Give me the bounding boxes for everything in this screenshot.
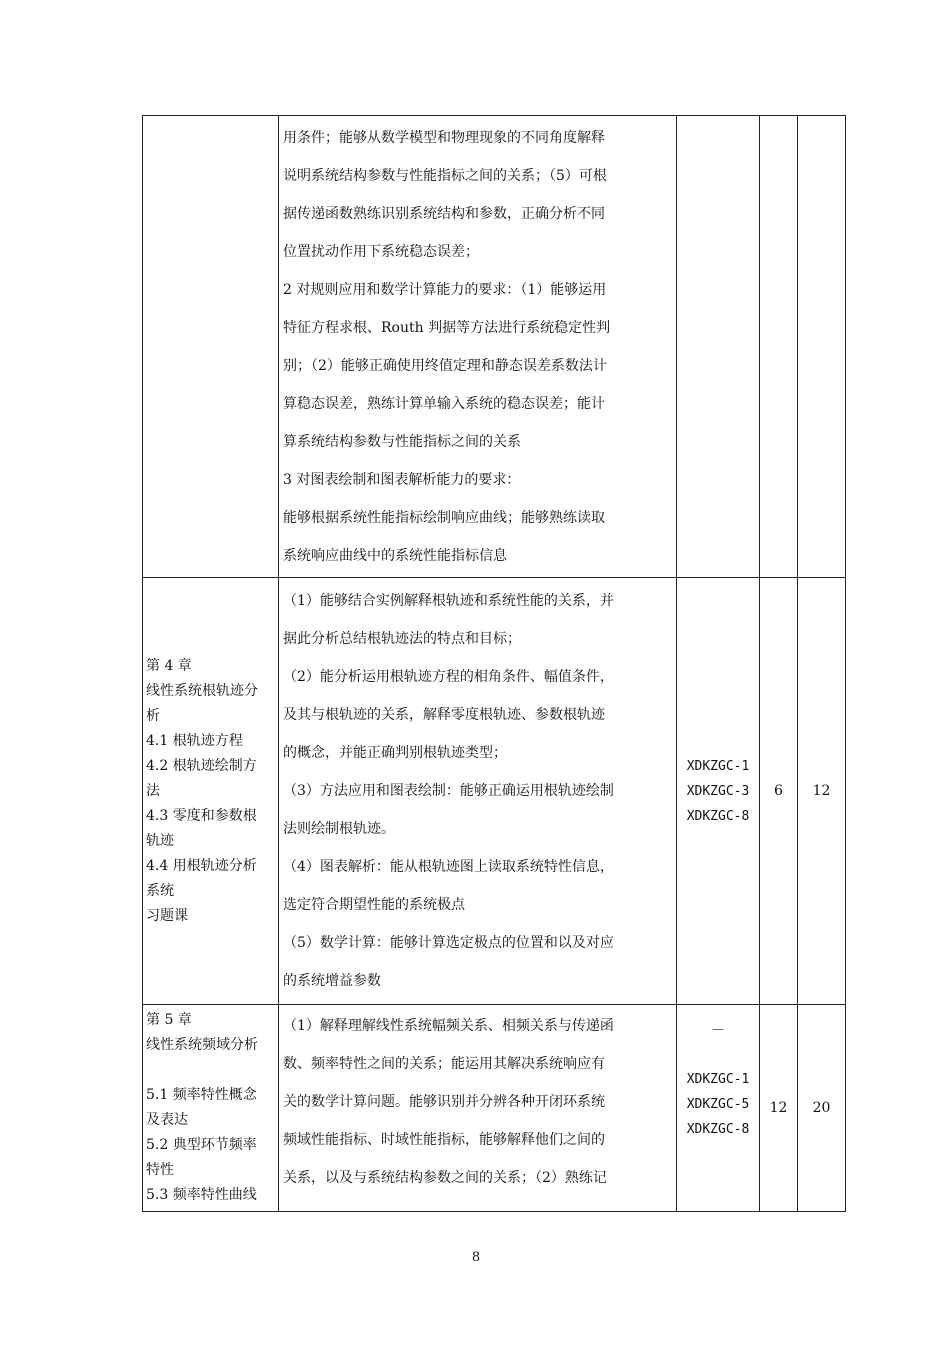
table-row xyxy=(143,116,846,578)
text-line: 4.4 用根轨迹分析 xyxy=(146,857,257,874)
text-line: 关系，以及与系统结构参数之间的关系；（2）熟练记 xyxy=(283,1170,607,1186)
hours-cell: 20 xyxy=(798,1005,846,1212)
objective-code: XDKZGC-8 xyxy=(686,1122,750,1137)
text-line: 5.3 频率特性曲线 xyxy=(146,1187,257,1203)
chapter-text xyxy=(143,654,278,929)
text-line: 5.2 典型环节频率 xyxy=(146,1137,257,1153)
text-line: 4.3 零度和参数根 xyxy=(146,807,257,824)
text-line: 据传递函数熟练识别系统结构和参数，正确分析不同 xyxy=(283,205,605,222)
hours-cell xyxy=(760,116,798,578)
page-number: 8 xyxy=(471,1250,481,1265)
text-line: 轨迹 xyxy=(146,832,174,849)
chapter-text xyxy=(143,1008,278,1208)
objective-code: XDKZGC-1 xyxy=(686,758,750,774)
dash-mark: － xyxy=(711,1023,725,1039)
code-cell xyxy=(677,1005,760,1212)
text-line: 说明系统结构参数与性能指标之间的关系；（5）可根 xyxy=(283,167,607,184)
table-row xyxy=(143,578,846,1005)
content-text xyxy=(279,582,676,1000)
text-line: 线性系统根轨迹分 xyxy=(146,682,258,699)
text-line: 选定符合期望性能的系统极点 xyxy=(283,897,465,913)
text-line: 据此分析总结根轨迹法的特点和目标； xyxy=(283,631,521,647)
objective-code: XDKZGC-5 xyxy=(686,1097,750,1112)
text-line: 及表达 xyxy=(146,1112,188,1128)
text-line: 析 xyxy=(146,707,160,724)
text-line: 4.2 根轨迹绘制方 xyxy=(146,757,257,774)
content-cell xyxy=(279,1005,677,1212)
hours-cell: 6 xyxy=(760,578,798,1005)
text-line: （2）能分析运用根轨迹方程的相角条件、幅值条件， xyxy=(283,669,614,685)
text-line: 位置扰动作用下系统稳态误差； xyxy=(283,243,479,260)
text-line: 习题课 xyxy=(146,907,188,924)
text-line: 能够根据系统性能指标绘制响应曲线；能够熟练读取 xyxy=(283,509,605,526)
text-line: 法 xyxy=(146,782,160,799)
text-line: （3）方法应用和图表绘制：能够正确运用根轨迹绘制 xyxy=(283,783,614,799)
text-line: （5）数学计算：能够计算选定极点的位置和以及对应 xyxy=(283,935,614,951)
hours-cell: 12 xyxy=(798,578,846,1005)
code-cell xyxy=(677,116,760,578)
text-line: 频域性能指标、时域性能指标，能够解释他们之间的 xyxy=(283,1132,605,1148)
text-line: 的概念，并能正确判别根轨迹类型； xyxy=(283,745,507,761)
text-line: 系统 xyxy=(146,882,174,899)
table-row xyxy=(143,1005,846,1212)
chapter-cell xyxy=(143,1005,279,1212)
text-line xyxy=(146,1058,276,1083)
text-line: 及其与根轨迹的关系，解释零度根轨迹、参数根轨迹 xyxy=(283,707,605,723)
text-line: 算稳态误差，熟练计算单输入系统的稳态误差；能计 xyxy=(283,395,605,412)
text-line: 第 5 章 xyxy=(146,1012,192,1028)
content-text xyxy=(279,1007,676,1197)
chapter-cell xyxy=(143,116,279,578)
text-line: 系统响应曲线中的系统性能指标信息 xyxy=(283,547,507,564)
text-line: 4.1 根轨迹方程 xyxy=(146,732,243,749)
text-line: 的系统增益参数 xyxy=(283,973,381,989)
text-line: 算系统结构参数与性能指标之间的关系 xyxy=(283,433,521,450)
hours-cell xyxy=(798,116,846,578)
text-line: 3 对图表绘制和图表解析能力的要求： xyxy=(283,471,521,488)
text-line: 第 4 章 xyxy=(146,657,192,674)
text-line: 法则绘制根轨迹。 xyxy=(283,821,395,837)
text-line: （4）图表解析：能从根轨迹图上读取系统特性信息， xyxy=(283,859,614,875)
objective-code: XDKZGC-8 xyxy=(686,808,750,824)
objective-code: XDKZGC-3 xyxy=(686,783,750,799)
text-line: 线性系统频域分析 xyxy=(146,1037,258,1053)
text-line: 别；（2）能够正确使用终值定理和静态误差系数法计 xyxy=(283,357,607,374)
text-line: 数、频率特性之间的关系；能运用其解决系统响应有 xyxy=(283,1056,605,1072)
content-cell xyxy=(279,578,677,1005)
content-cell xyxy=(279,116,677,578)
text-line: 特性 xyxy=(146,1162,174,1178)
course-content-table xyxy=(142,115,846,1212)
text-line: 用条件；能够从数学模型和物理现象的不同角度解释 xyxy=(283,129,605,146)
chapter-cell xyxy=(143,578,279,1005)
hours-cell: 12 xyxy=(760,1005,798,1212)
objective-code: XDKZGC-1 xyxy=(686,1072,750,1087)
text-line: （1）解释理解线性系统幅频关系、相频关系与传递函 xyxy=(283,1018,614,1034)
text-line: 关的数学计算问题。能够识别并分辨各种开闭环系统 xyxy=(283,1094,605,1110)
content-text xyxy=(279,119,676,575)
text-line: 特征方程求根、Routh 判据等方法进行系统稳定性判 xyxy=(283,319,611,336)
objective-codes xyxy=(677,1067,759,1142)
text-line: （1）能够结合实例解释根轨迹和系统性能的关系，并 xyxy=(283,593,614,609)
text-line: 2 对规则应用和数学计算能力的要求：（1）能够运用 xyxy=(283,281,607,298)
code-cell xyxy=(677,578,760,1005)
text-line: 5.1 频率特性概念 xyxy=(146,1087,257,1103)
objective-codes xyxy=(677,754,759,829)
